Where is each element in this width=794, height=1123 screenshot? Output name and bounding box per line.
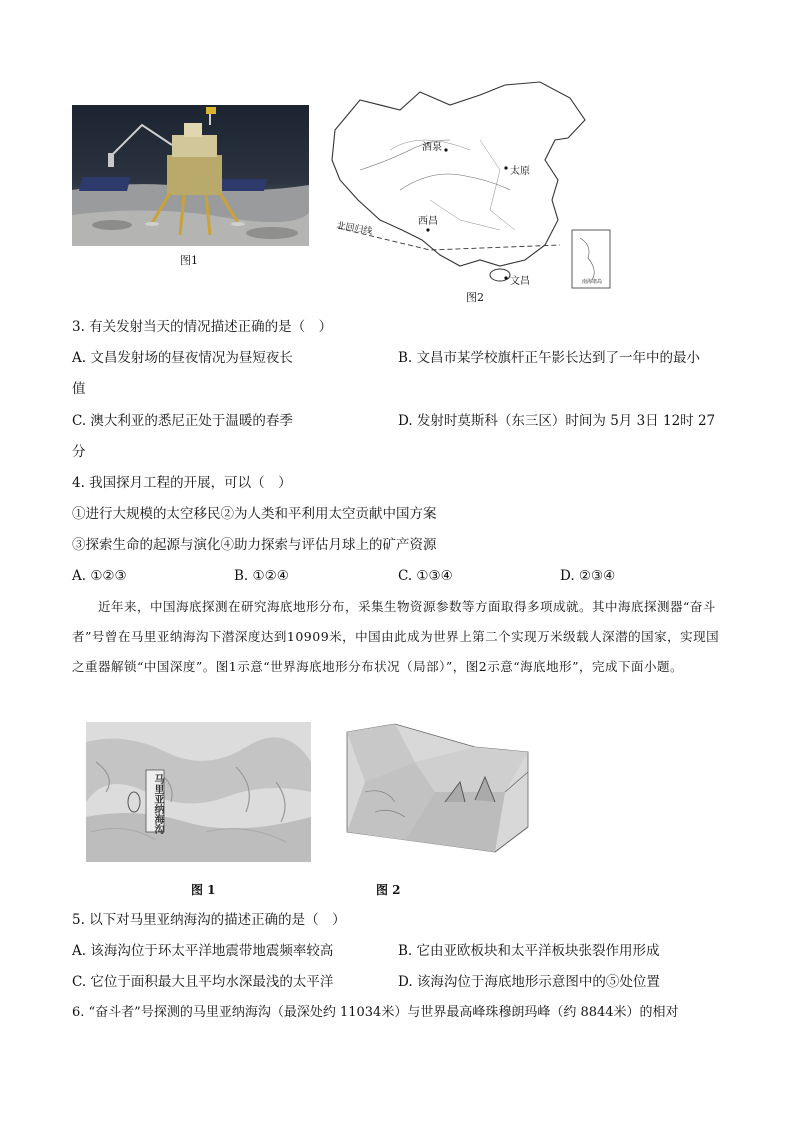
fig2-caption-mid: 图 2 (376, 883, 401, 897)
q3-option-d-cont: 分 (72, 444, 86, 460)
q4-statements-1: ①进行大规模的太空移民②为人类和平利用太空贡献中国方案 (72, 506, 437, 522)
q4-option-c: C. ①③④ (398, 568, 453, 584)
q3-stem: 3. 有关发射当天的情况描述正确的是（ ） (72, 319, 333, 335)
map-label-xichang: 西昌 (418, 216, 438, 227)
q4-option-a: A. ①②③ (72, 568, 127, 584)
q4-statements-2: ③探索生命的起源与演化④助力探索与评估月球上的矿产资源 (72, 537, 437, 553)
seafloor-block-diagram (345, 722, 530, 854)
fig1-caption-mid: 图 1 (191, 883, 216, 897)
fig1-caption-top: 图1 (180, 254, 198, 267)
q4-stem: 4. 我国探月工程的开展，可以（ ） (72, 475, 292, 491)
map-label-taiyuan: 太原 (510, 166, 530, 177)
china-map (330, 80, 615, 290)
q3-option-b-cont: 值 (72, 381, 86, 397)
q5-option-d: D. 该海沟位于海底地形示意图中的⑤处位置 (398, 974, 660, 990)
map-label-inset: 南海诸岛 (582, 279, 603, 285)
trench-label: 马里亚纳海沟 (152, 774, 163, 834)
map-label-wenchang: 文昌 (510, 276, 530, 287)
q5-option-a: A. 该海沟位于环太平洋地震带地震频率较高 (72, 943, 334, 959)
q3-option-d: D. 发射时莫斯科（东三区）时间为 5月 3日 12时 27 (398, 413, 716, 429)
q4-option-d: D. ②③④ (560, 568, 616, 584)
map-label-jiuquan: 酒泉 (422, 142, 442, 153)
q3-option-a: A. 文昌发射场的昼夜情况为昼短夜长 (72, 350, 293, 366)
fig2-caption-top: 图2 (466, 291, 484, 304)
q5-option-c: C. 它位于面积最大且平均水深最浅的太平洋 (72, 974, 334, 990)
q6-stem: 6. “奋斗者”号探测的马里亚纳海沟（最深处约 11034米）与世界最高峰珠穆朗玛峰（约 8844米）的相对 (72, 1005, 679, 1020)
lunar-lander-photo (72, 105, 309, 246)
q4-option-b: B. ①②④ (234, 568, 289, 584)
map-label-tropic: 北回归线 (335, 220, 373, 238)
seafloor-distribution-map (86, 722, 311, 862)
q3-option-c: C. 澳大利亚的悉尼正处于温暖的春季 (72, 413, 293, 429)
q5-stem: 5. 以下对马里亚纳海沟的描述正确的是（ ） (72, 912, 346, 928)
q5-option-b: B. 它由亚欧板块和太平洋板块张裂作用形成 (398, 943, 660, 959)
reading-passage: 近年来，中国海底探测在研究海底地形分布，采集生物资源参数等方面取得多项成就。其中海底探测器“奋斗者”号曾在马里亚纳海沟下潜深度达到10909米，中国由此成为世界上第二个实现万米级载人深潜的国家，实现国之重器解锁“中国深度”。图1示意“世界海底地形分布状况（局部）”，图2示意“海底地形”，完成下面小题。 (72, 599, 720, 674)
q3-option-b: B. 文昌市某学校旗杆正午影长达到了一年中的最小 (398, 350, 701, 366)
